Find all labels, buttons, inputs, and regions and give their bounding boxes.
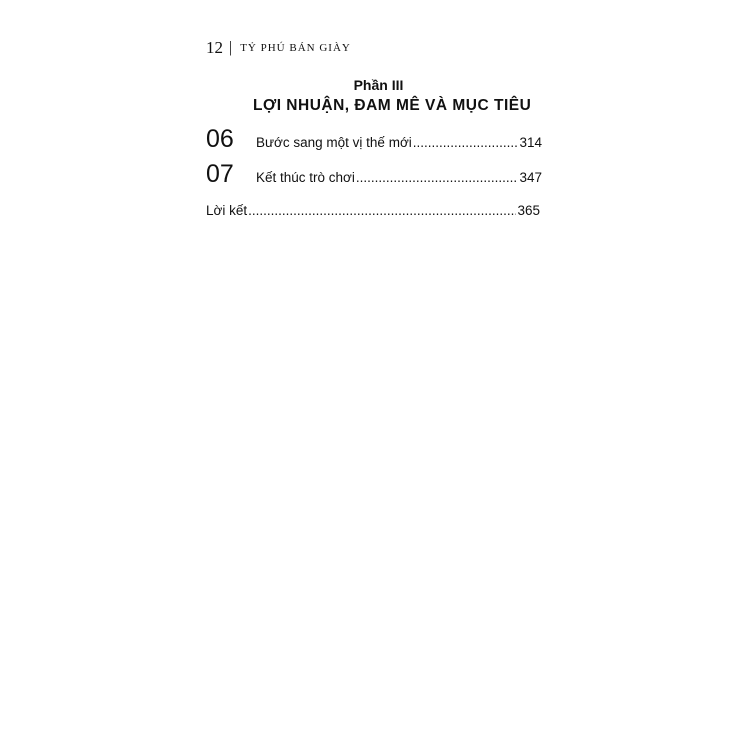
chapter-page: 347 xyxy=(519,170,542,185)
running-header xyxy=(206,38,351,58)
dot-leader xyxy=(413,135,519,150)
book-title: TỶ PHÚ BÁN GIÀY xyxy=(240,42,351,54)
toc-entry-chapter-06[interactable] xyxy=(206,125,542,154)
chapter-title: Bước sang một vị thế mới xyxy=(256,135,412,150)
dot-leader xyxy=(356,170,519,185)
part-label: Phần III xyxy=(353,77,404,93)
header-separator: | xyxy=(229,39,233,56)
dot-leader xyxy=(248,203,516,218)
chapter-title: Kết thúc trò chơi xyxy=(256,170,355,185)
toc-entry-epilogue[interactable] xyxy=(206,203,540,218)
page-number: 12 xyxy=(206,38,223,57)
epilogue-title: Lời kết xyxy=(206,203,248,218)
part-title: LỢI NHUẬN, ĐAM MÊ VÀ MỤC TIÊU xyxy=(253,97,532,114)
chapter-page: 314 xyxy=(519,135,542,150)
chapter-number: 06 xyxy=(206,125,234,153)
toc-entry-chapter-07[interactable] xyxy=(206,160,542,189)
chapter-number: 07 xyxy=(206,160,234,188)
epilogue-page: 365 xyxy=(517,203,540,218)
